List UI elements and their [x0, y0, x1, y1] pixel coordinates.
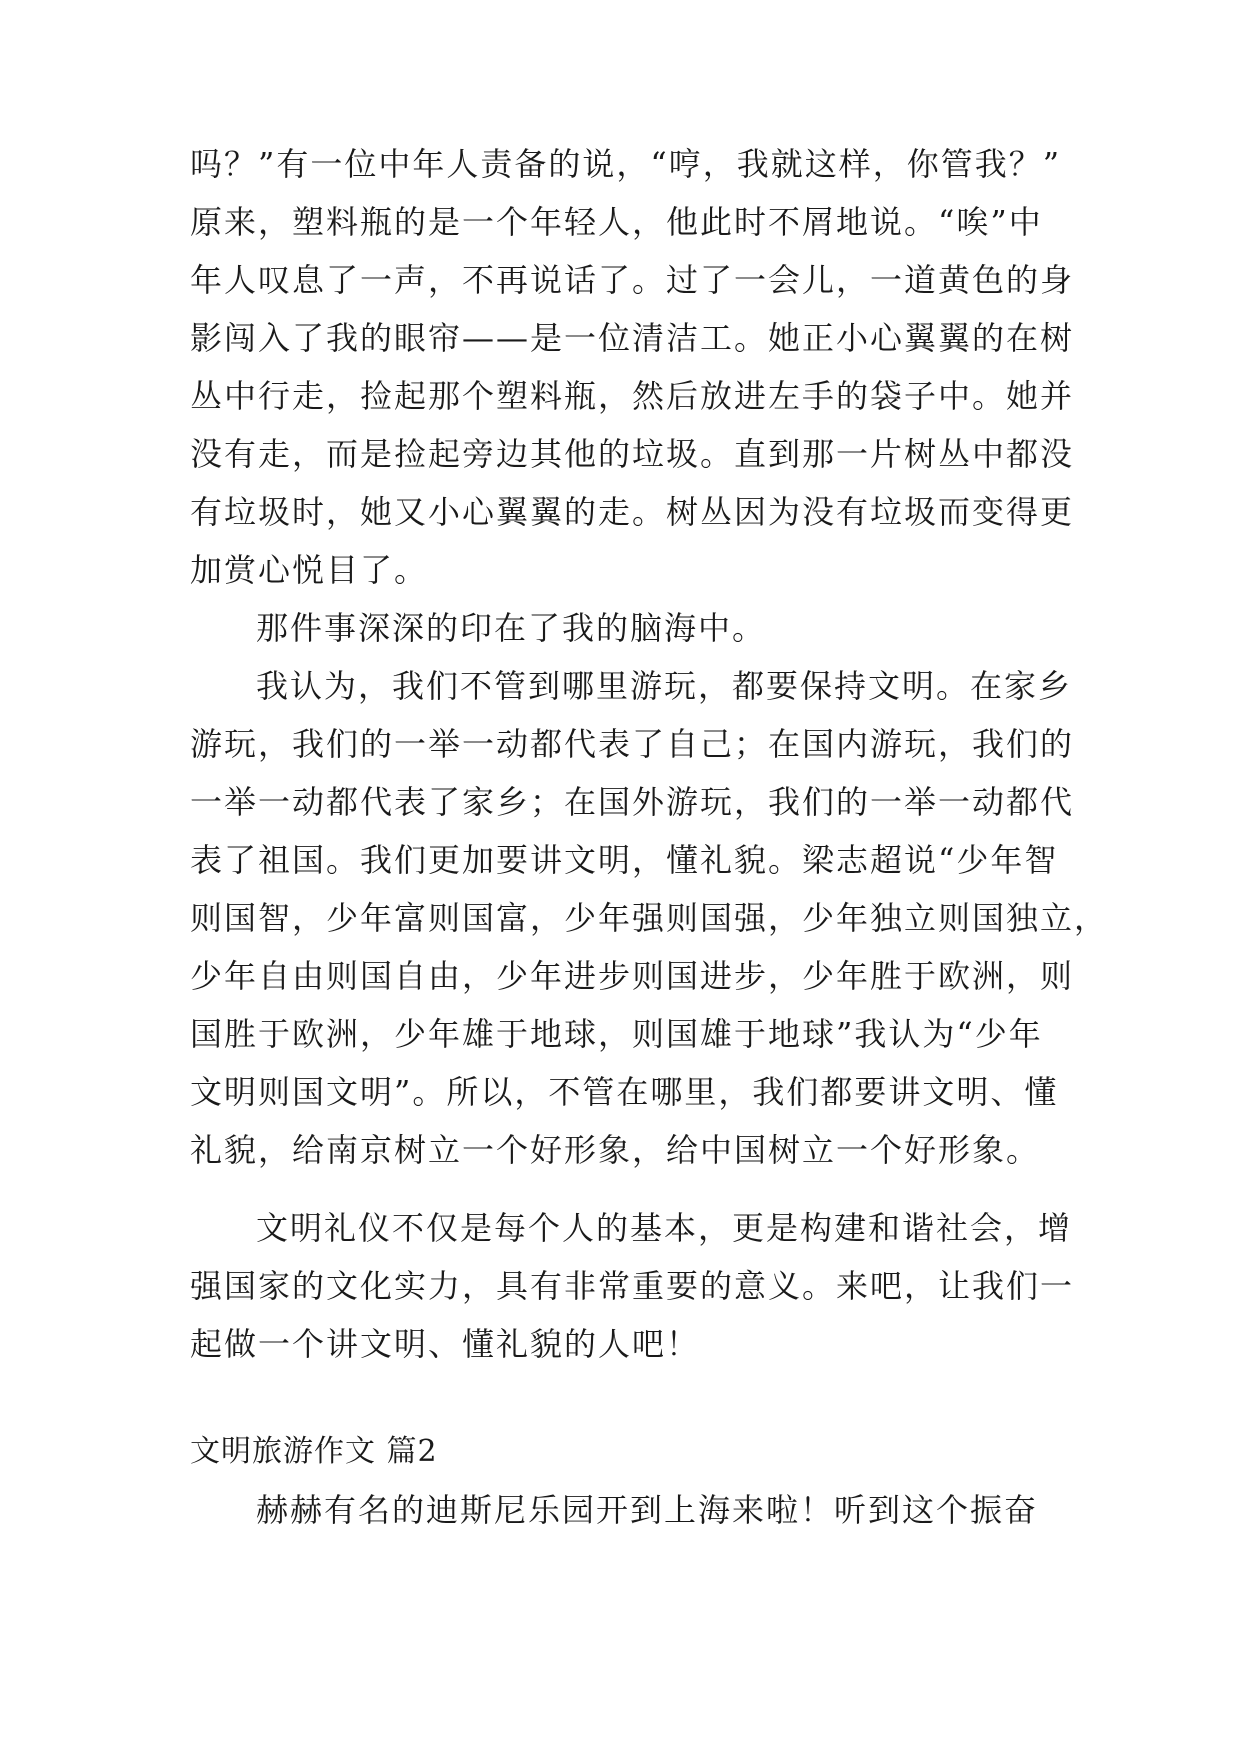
text-line: 丛中行走，捡起那个塑料瓶，然后放进左手的袋子中。她并 — [190, 377, 1075, 415]
text-line: 文明则国文明”。所以，不管在哪里，我们都要讲文明、懂 — [190, 1073, 1059, 1111]
text-line: 吗？”有一位中年人责备的说，“哼，我就这样，你管我？” — [190, 145, 1062, 183]
text-line: 则国智，少年富则国富，少年强则国强，少年独立则国独立， — [190, 899, 1109, 937]
text-line: 少年自由则国自由，少年进步则国进步，少年胜于欧洲，则 — [190, 957, 1075, 995]
text-line: 强国家的文化实力，具有非常重要的意义。来吧，让我们一 — [190, 1267, 1075, 1305]
text-line: 原来，塑料瓶的是一个年轻人，他此时不屑地说。“唉”中 — [190, 203, 1043, 241]
text-line: 表了祖国。我们更加要讲文明，懂礼貌。梁志超说“少年智 — [190, 841, 1059, 879]
text-line: 游玩，我们的一举一动都代表了自己；在国内游玩，我们的 — [190, 725, 1075, 763]
text-line: 影闯入了我的眼帘——是一位清洁工。她正小心翼翼的在树 — [190, 319, 1075, 357]
text-line: 起做一个讲文明、懂礼貌的人吧！ — [190, 1325, 701, 1363]
section-heading: 文明旅游作文 篇2 — [190, 1434, 438, 1469]
text-line: 有垃圾时，她又小心翼翼的走。树丛因为没有垃圾而变得更 — [190, 493, 1075, 531]
text-line: 没有走，而是捡起旁边其他的垃圾。直到那一片树丛中都没 — [190, 435, 1075, 473]
text-line: 年人叹息了一声，不再说话了。过了一会儿，一道黄色的身 — [190, 261, 1075, 299]
paragraph-first-line: 我认为，我们不管到哪里游玩，都要保持文明。在家乡 — [256, 667, 1073, 705]
text-line: 加赏心悦目了。 — [190, 551, 429, 589]
text-line: 国胜于欧洲，少年雄于地球，则国雄于地球”我认为“少年 — [190, 1015, 1043, 1053]
paragraph-first-line: 那件事深深的印在了我的脑海中。 — [256, 609, 767, 647]
text-line: 礼貌，给南京树立一个好形象，给中国树立一个好形象。 — [190, 1131, 1041, 1169]
paragraph-first-line: 文明礼仪不仅是每个人的基本，更是构建和谐社会，增 — [256, 1209, 1073, 1247]
text-line: 一举一动都代表了家乡；在国外游玩，我们的一举一动都代 — [190, 783, 1075, 821]
paragraph-first-line: 赫赫有名的迪斯尼乐园开到上海来啦！听到这个振奋 — [256, 1491, 1039, 1529]
